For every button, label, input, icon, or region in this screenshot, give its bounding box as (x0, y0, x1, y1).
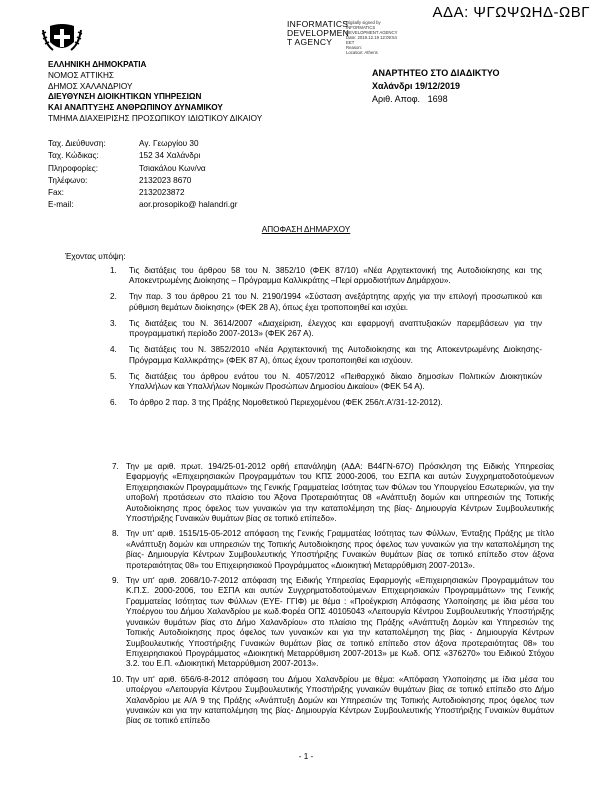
ada-code: ΑΔΑ: ΨΓΩΨΩΗΔ-ΩΒΓ (432, 4, 590, 21)
contact-row (48, 138, 237, 150)
list-item (110, 292, 542, 313)
item-text: Τις διατάξεις του άρθρου 58 του Ν. 3852/10 (ΦΕΚ 87/10) «Νέα Αρχιτεκτονική της Αυτοδιοίκησης και της Αποκεντρωμένης Διοίκησης – Πρόγραμμα Καλλικράτης –Περί αρμοδιοτήτων Δημάρχου». (129, 266, 542, 286)
contact-value[interactable]: aor.prosopiko@ halandri.gr (139, 200, 238, 210)
signature-agency (287, 20, 349, 47)
contact-row (48, 150, 237, 162)
list-item (110, 345, 542, 366)
contact-details (48, 138, 237, 212)
recitals-list (110, 266, 542, 414)
contact-label: Fax: (48, 188, 64, 198)
signature-detail-line: Date: 2019.12.19 12:09:54 (346, 35, 397, 40)
contact-label: Πληροφορίες: (48, 163, 98, 173)
posted-label: ΑΝΑΡΤΗΤΕΟ ΣΤΟ ΔΙΑΔΙΚΤΥΟ (372, 68, 500, 78)
signature-detail-line: DEVELOPMENT AGENCY (346, 30, 398, 35)
list-item (110, 319, 542, 340)
contact-row (48, 175, 237, 187)
contact-row (48, 199, 237, 211)
list-item (112, 529, 554, 571)
item-number: 10. (112, 674, 124, 684)
item-text: Τις διατάξεις του Ν. 3852/2010 «Νέα Αρχιτεκτονική της Αυτοδιοίκησης και της Αποκεντρωμένης Διοίκησης- Πρόγραμμα Καλλικράτης» (ΦΕΚ 87 Α), όπως έχουν τροποποιηθεί και ισχύουν. (129, 345, 542, 365)
signature-agency-line: INFORMATICS (287, 19, 349, 29)
contact-label: Ταχ. Διεύθυνση: (48, 139, 106, 148)
contact-label: Ταχ. Κώδικας: (48, 151, 99, 161)
document-title: ΑΠΟΦΑΣΗ ΔΗΜΑΡΧΟΥ (261, 225, 351, 234)
authority-line: ΤΜΗΜΑ ΔΙΑΧΕΙΡΙΣΗΣ ΠΡΟΣΩΠΙΚΟΥ ΙΔΙΩΤΙΚΟΥ ΔΙΚΑΙΟΥ (48, 113, 263, 123)
decision-number: 1698 (427, 94, 448, 104)
authority-line: ΔΗΜΟΣ ΧΑΛΑΝΔΡΙΟΥ (48, 81, 133, 91)
greek-emblem-icon (40, 20, 84, 56)
item-number: 6. (110, 398, 117, 408)
item-text: Την υπ' αριθ. 1515/15-05-2012 απόφαση της Γενικής Γραμματέας Ισότητας των Φύλλων, Ένταξης Πράξης με τίτλο «Ανάπτυξη δομών και υπηρεσιών της Τοπικής Αυτοδιοίκησης προς όφελος των γυναικών για την καταπολέμηση της βίας- Δημιουργία Κέντρων Συμβουλευτικής Υποστήριξης Γυναικών θυμάτων βίας σε τοπικό επίπεδο στον άξονα προτεραιότητας 08» του Επιχειρησιακού Προγράμματος «Διοικητική Μεταρρύθμιση 2007-2013». (126, 529, 554, 570)
signature-agency-line: T AGENCY (287, 37, 333, 47)
item-text: Τις διατάξεις του άρθρου ενάτου του Ν. 4057/2012 «Πειθαρχικό δίκαιο δημοσίων Πολιτικών Διοικητικών Υπαλλήλων και Υπαλλήλων Νομικών Προσώπων Δημοσίου Δικαίου» (ΦΕΚ 54 Α). (129, 371, 542, 392)
list-item (112, 462, 554, 524)
authority-line: ΔΙΕΥΘΥΝΣΗ ΔΙΟΙΚΗΤΙΚΩΝ ΥΠΗΡΕΣΙΩΝ (48, 92, 202, 102)
list-item (110, 266, 542, 287)
decision-number-row (372, 93, 500, 106)
posting-stamp (372, 67, 500, 106)
authority-line: ΚΑΙ ΑΝΑΠΤΥΞΗΣ ΑΝΘΡΩΠΙΝΟΥ ΔΥΝΑΜΙΚΟΥ (48, 103, 223, 113)
signature-agency-line: DEVELOPMEN (287, 28, 350, 38)
recitals-list-continued (112, 462, 554, 732)
item-text: Την υπ' αριθ. 656/6-8-2012 απόφαση του Δήμου Χαλανδρίου με θέμα: «Απόφαση Υλοποίησης με ίδια μέσα του υποέργου «Λειτουργία Κέντρου Συμβουλευτικής Υποστήριξης γυναικών θυμάτων βίας σε τοπικό επίπεδο στο Δήμο Χαλανδρίου με Α/Α 9 της Πράξης «Ανάπτυξη Δομών και Υπηρεσιών της Τοπικής Αυτοδιοίκησης προς όφελος των γυναικών και για την καταπολέμηση της βίας- Δημιουργία Κέντρων Συμβουλευτικής Υποστήριξης Γυναικών θυμάτων βίας σε τοπικό επίπεδο (126, 674, 554, 726)
contact-row (48, 163, 237, 175)
item-number: 2. (110, 292, 117, 302)
list-item (110, 372, 542, 393)
item-text: Την με αριθ. πρωτ. 194/25-01-2012 ορθή επανάληψη (ΑΔΑ: Β44ΓΝ-67Ο) Πρόσκληση της Ειδικής Υπηρεσίας Εφαρμογής «Επιχειρησιακών Προγραμμάτων του ΚΠΣ 2000-2006, του ΕΣΠΑ και αυτών Συγχρηματοδοτούμενων Επιχειρησιακών Προγραμμάτων» της Γενικής Γραμματείας Ισότητας των Φύλων του Υπουργείου Εσωτερικών, για την υποβολή προτάσεων στο πλαίσιο του Άξονα Προτεραιότητας 08 «Ανάπτυξη δομών και υπηρεσιών της Τοπικής Αυτοδιοίκησης προς όφελος των γυναικών για την καταπολέμηση της βίας- Δημιουργία Κέντρων Συμβουλευτικής Υποστήριξης Γυναικών θυμάτων βίας σε τοπικό επίπεδο». (126, 462, 554, 524)
decision-label: Αριθ. Αποφ. (372, 94, 421, 104)
item-text: Τις διατάξεις του Ν. 3614/2007 «Διαχείριση, έλεγχος και εφαρμογή αναπτυξιακών παρεμβάσεων για την προγραμματική περίοδο 2007-2013» (ΦΕΚ 267 Α). (129, 318, 542, 339)
signature-detail-line: Digitally signed by (346, 20, 381, 25)
item-text: Το άρθρο 2 παρ. 3 της Πράξης Νομοθετικού Περιεχομένου (ΦΕΚ 256/τ.Α'/31-12-2012). (129, 398, 443, 408)
contact-value: Τσιακάλου Κων/να (139, 163, 206, 173)
item-number: 9. (112, 576, 119, 586)
contact-label: Τηλέφωνο: (48, 175, 88, 185)
item-number: 8. (112, 529, 119, 539)
list-item (110, 398, 542, 408)
contact-value: 2132023872 (139, 188, 185, 198)
item-number: 4. (110, 345, 117, 355)
signature-detail-line: Reason: (346, 45, 363, 50)
item-text: Την υπ' αριθ. 2068/10-7-2012 απόφαση της Ειδικής Υπηρεσίας Εφαρμογής «Επιχειρησιακών Προγραμμάτων του Κ.Π.Σ. 2000-2006, του ΕΣΠΑ και αυτών Συγχρηματοδοτούμενων Επιχειρησιακών Προγραμμάτων» της Γενικής Γραμματείας Ισότητας των Φύλλων (ΕΥΕ- ΓΓΙΦ) με θέμα : «Προέγκριση Απόφασης Υλοποίησης με ίδια μέσα του Υποέργου του Δήμου Χαλανδρίου με κωδ.Φορέα ΟΠΣ 40105043 «Λειτουργία Κέντρου Συμβουλευτικής Υποστήριξης γυναικών θυμάτων βίας στο Δήμο Χαλανδρίου» στο πλαίσιο της Πράξης «Ανάπτυξη Δομών και Υπηρεσιών της Τοπικής Αυτοδιοίκησης προς όφελος των γυναικών και για την καταπολέμηση της βίας - Δημιουργία Κέντρων Συμβουλευτικής Υποστήριξης Γυναικών θυμάτων βίας σε τοπικό επίπεδο στον άξονα προτεραιότητας 08» του Επιχειρησιακού Προγράμματος «Διοικητική Μεταρρύθμιση 2007-2013» με Κωδ. ΟΠΣ «376270» του Ειδικού Στόχου 3.2. του Ε.Π. «Διοικητική Μεταρρύθμιση 2007-2013». (126, 576, 554, 669)
item-number: 1. (110, 266, 117, 275)
signature-detail-line: Location: Athens (346, 50, 378, 55)
contact-row (48, 187, 237, 199)
item-text: Την παρ. 3 του άρθρου 21 του Ν. 2190/1994 «Σύσταση ανεξάρτητης αρχής για την επιλογή προσωπικού και ρύθμιση θεμάτων διοίκησης» (ΦΕΚ 28 Α), όπως έχει τροποποιηθεί και ισχύει. (129, 292, 542, 312)
authority-line: ΕΛΛΗΝΙΚΗ ΔΗΜΟΚΡΑΤΙΑ (48, 60, 147, 69)
list-item (112, 576, 554, 670)
contact-value: Αγ. Γεωργίου 30 (139, 139, 199, 148)
contact-label: E-mail: (48, 200, 74, 210)
item-number: 7. (112, 462, 119, 471)
page-number: - 1 - (298, 752, 314, 761)
signature-details (346, 20, 398, 55)
item-number: 3. (110, 318, 117, 328)
authority-line: ΝΟΜΟΣ ΑΤΤΙΚΗΣ (48, 70, 114, 80)
contact-value: 152 34 Χαλάνδρι (139, 151, 201, 161)
recital-intro: Έχοντας υπόψη: (65, 252, 126, 261)
place-date: Χαλάνδρι 19/12/2019 (372, 81, 461, 91)
list-item (112, 675, 554, 727)
signature-detail-line: INFORMATICS (346, 25, 376, 30)
signature-detail-line: EET (346, 40, 355, 45)
contact-value: 2132023 8670 (139, 175, 192, 185)
item-number: 5. (110, 371, 117, 381)
issuing-authority (48, 60, 262, 125)
